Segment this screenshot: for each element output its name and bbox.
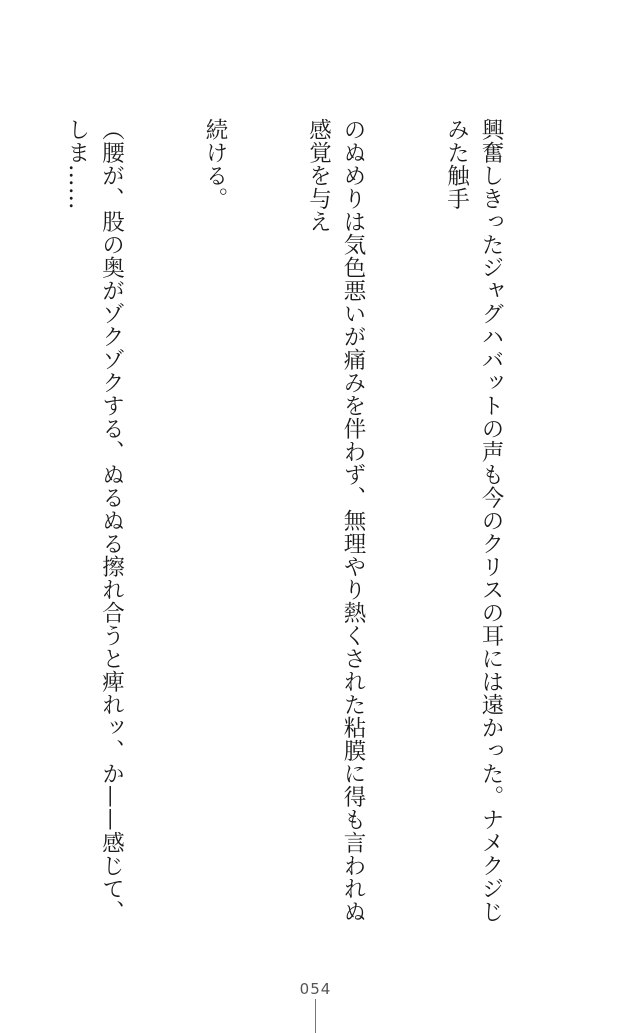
body-text bbox=[37, 118, 577, 930]
text-line: のぬめりは気色悪いが痛みを伴わず、無理やり熱くされた粘膜に得も言われぬ感覚を与え bbox=[305, 118, 366, 923]
text-line: （腰が、股の奥がゾクゾクする、ぬるぬる擦れ合うと痺れッ、か——感じて、しま…… bbox=[64, 118, 125, 923]
text-line: 興奮しきったジャグハバットの声も今のクリスの耳には遠かった。ナメクジじみた触手 bbox=[443, 118, 504, 923]
page-number: 054 bbox=[299, 980, 332, 998]
text-line: 続ける。 bbox=[202, 118, 228, 210]
page-number-rule bbox=[315, 999, 316, 1033]
